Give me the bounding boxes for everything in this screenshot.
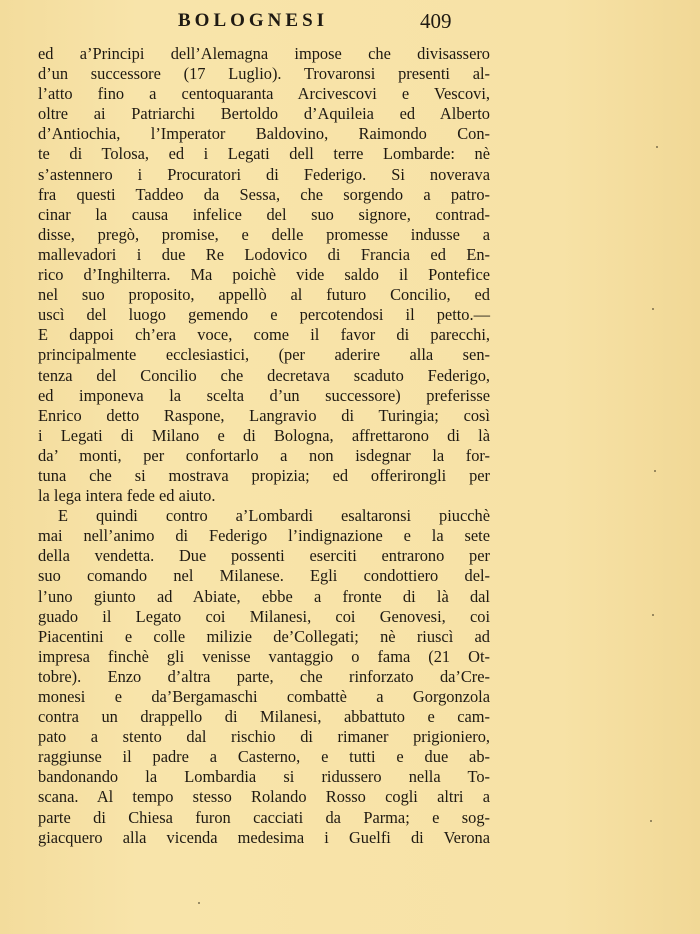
text-line: da’ monti, per confortarlo a non isdegnar la for- — [38, 445, 490, 465]
text-line: tuna che si mostrava propizia; ed offerirongli per — [38, 465, 490, 485]
text-line: s’astennero i Procuratori di Federigo. Si noverava — [38, 164, 490, 184]
text-line: bandonando la Lombardia si ridussero nella To- — [38, 767, 490, 787]
page-header — [0, 10, 700, 38]
text-line: Piacentini e colle milizie de’Collegati; nè riuscì ad — [38, 626, 490, 646]
text-line: raggiunse il padre a Casterno, e tutti e due ab- — [38, 747, 490, 767]
text-line: della vendetta. Due possenti eserciti entrarono per — [38, 546, 490, 566]
text-line: uscì del luogo gemendo e percotendosi il petto.— — [38, 305, 490, 325]
text-line: cinar la causa infelice del suo signore, contrad- — [38, 204, 490, 224]
paper-speck — [198, 902, 200, 904]
text-line: contra un drappello di Milanesi, abbattuto e cam- — [38, 707, 490, 727]
paper-speck — [650, 820, 652, 822]
text-line: impresa finchè gli venisse vantaggio o fama (21 Ot- — [38, 646, 490, 666]
text-line: E dappoi ch’era voce, come il favor di parecchi, — [38, 325, 490, 345]
text-line: suo comando nel Milanese. Egli condottiero del- — [38, 566, 490, 586]
text-line: tenza del Concilio che decretava scaduto Federigo, — [38, 365, 490, 385]
text-line: ed imponeva la scelta d’un successore) preferisse — [38, 385, 490, 405]
text-line: giacquero alla vicenda medesima i Guelfi di Verona — [38, 827, 490, 847]
text-line: disse, pregò, promise, e delle promesse indusse a — [38, 224, 490, 244]
text-line: mallevadori i due Re Lodovico di Francia ed En- — [38, 244, 490, 264]
text-line: la lega intera fede ed aiuto. — [38, 486, 216, 506]
text-line: guado il Legato coi Milanesi, coi Genovesi, coi — [38, 606, 490, 626]
text-line: scana. Al tempo stesso Rolando Rosso cogli altri a — [38, 787, 490, 807]
text-line: d’Antiochia, l’Imperator Baldovino, Raimondo Con- — [38, 124, 490, 144]
page-number: 409 — [420, 9, 452, 33]
text-line: tobre). Enzo d’altra parte, che rinforzato da’Cre- — [38, 666, 490, 686]
text-line: l’atto fino a centoquaranta Arcivescovi e Vescovi, — [38, 84, 490, 104]
text-line: Enrico detto Raspone, Langravio di Turingia; così — [38, 405, 490, 425]
text-line: rico d’Inghilterra. Ma poichè vide saldo il Pontefice — [38, 265, 490, 285]
text-line: pato a stento dal rischio di rimaner prigioniero, — [38, 727, 490, 747]
text-line: monesi e da’Bergamaschi combattè a Gorgonzola — [38, 687, 490, 706]
paper-speck — [654, 470, 656, 472]
text-line: i Legati di Milano e di Bologna, affrettarono di là — [38, 425, 490, 445]
text-line: ed a’Principi dell’Alemagna impose che divisassero — [38, 44, 490, 63]
text-line: te di Tolosa, ed i Legati dell terre Lombarde: nè — [38, 144, 490, 164]
paper-speck — [656, 146, 658, 148]
paper-speck — [652, 308, 654, 310]
text-line: principalmente ecclesiastici, (per aderire alla sen- — [38, 345, 490, 365]
text-line: mai nell’animo di Federigo l’indignazione e la sete — [38, 526, 490, 546]
paper-speck — [652, 614, 654, 616]
text-line: oltre ai Patriarchi Bertoldo d’Aquileia ed Alberto — [38, 104, 490, 124]
text-line: d’un successore (17 Luglio). Trovaronsi presenti al- — [38, 64, 490, 84]
text-line: E quindi contro a’Lombardi esaltaronsi piucchè — [58, 506, 490, 526]
text-line: parte di Chiesa furon cacciati da Parma; e sog- — [38, 807, 490, 827]
text-line: nel suo proposito, appellò al futuro Concilio, ed — [38, 285, 490, 305]
running-head: BOLOGNESI — [178, 10, 329, 31]
text-line: fra questi Taddeo da Sessa, che sorgendo a patro- — [38, 184, 490, 204]
body-text — [38, 44, 490, 848]
text-line: l’uno giunto ad Abiate, ebbe a fronte di là dal — [38, 586, 490, 606]
